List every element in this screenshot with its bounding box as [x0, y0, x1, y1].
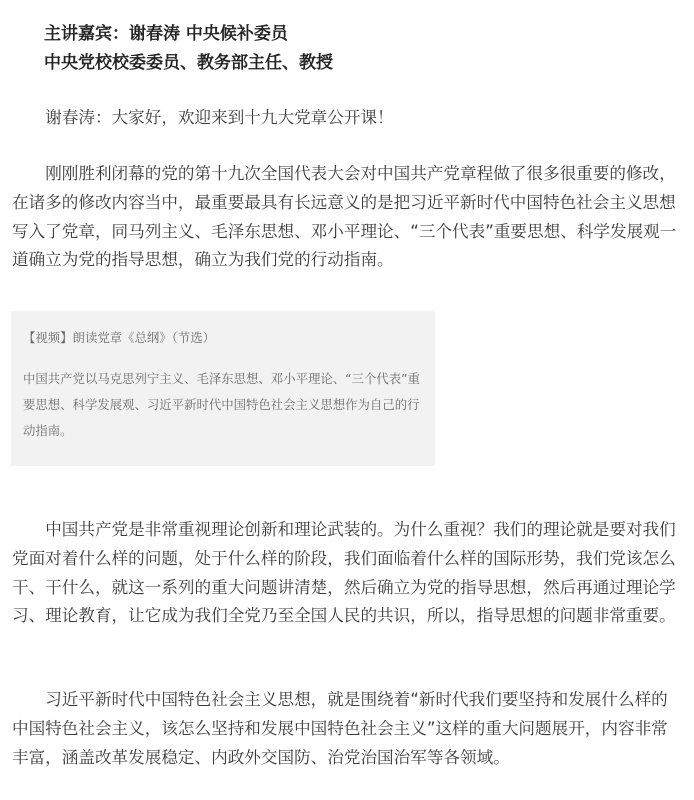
video-caption: 中国共产党以马克思列宁主义、毛泽东思想、邓小平理论、“三个代表”重要思想、科学发展观、习近平新时代中国特色社会主义思想作为自己的行动指南。	[23, 371, 420, 438]
speaker-line-1: 主讲嘉宾：谢春涛 中央候补委员	[44, 24, 288, 44]
greeting-paragraph: 谢春涛：大家好，欢迎来到十九大党章公开课！	[45, 108, 394, 127]
body-paragraph-2: 中国共产党是非常重视理论创新和理论武装的。为什么重视？我们的理论就是要对我们党面对着什么样的问题，处于什么样的阶段，我们面临着什么样的国际形势，我们党该怎么干、干什么，就这一系列的重大问题讲清楚，然后确立为党的指导思想，然后再通过理论学习、理论教育，让它成为我们全党乃至全国人民的共识，所以，指导思想的问题非常重要。	[12, 520, 676, 626]
video-title[interactable]: 【视频】朗读党章《总纲》（节选）	[23, 330, 216, 345]
body-paragraph-3: 习近平新时代中国特色社会主义思想，就是围绕着“新时代我们要坚持和发展什么样的中国特色社会主义，该怎么坚持和发展中国特色社会主义”这样的重大问题展开，内容非常丰富，涵盖改革发展稳定、内政外交国防、治党治国治军等各领域。	[12, 690, 668, 767]
video-card[interactable]	[11, 311, 435, 466]
speaker-info	[44, 20, 333, 78]
speaker-line-2: 中央党校校委委员、教务部主任、教授	[44, 53, 333, 73]
body-paragraph-1: 刚刚胜利闭幕的党的第十九次全国代表大会对中国共产党章程做了很多很重要的修改，在诸多的修改内容当中，最重要最具有长远意义的是把习近平新时代中国特色社会主义思想写入了党章，同马列主义、毛泽东思想、邓小平理论、“三个代表”重要思想、科学发展观一道确立为党的指导思想，确立为我们党的行动指南。	[12, 164, 677, 270]
